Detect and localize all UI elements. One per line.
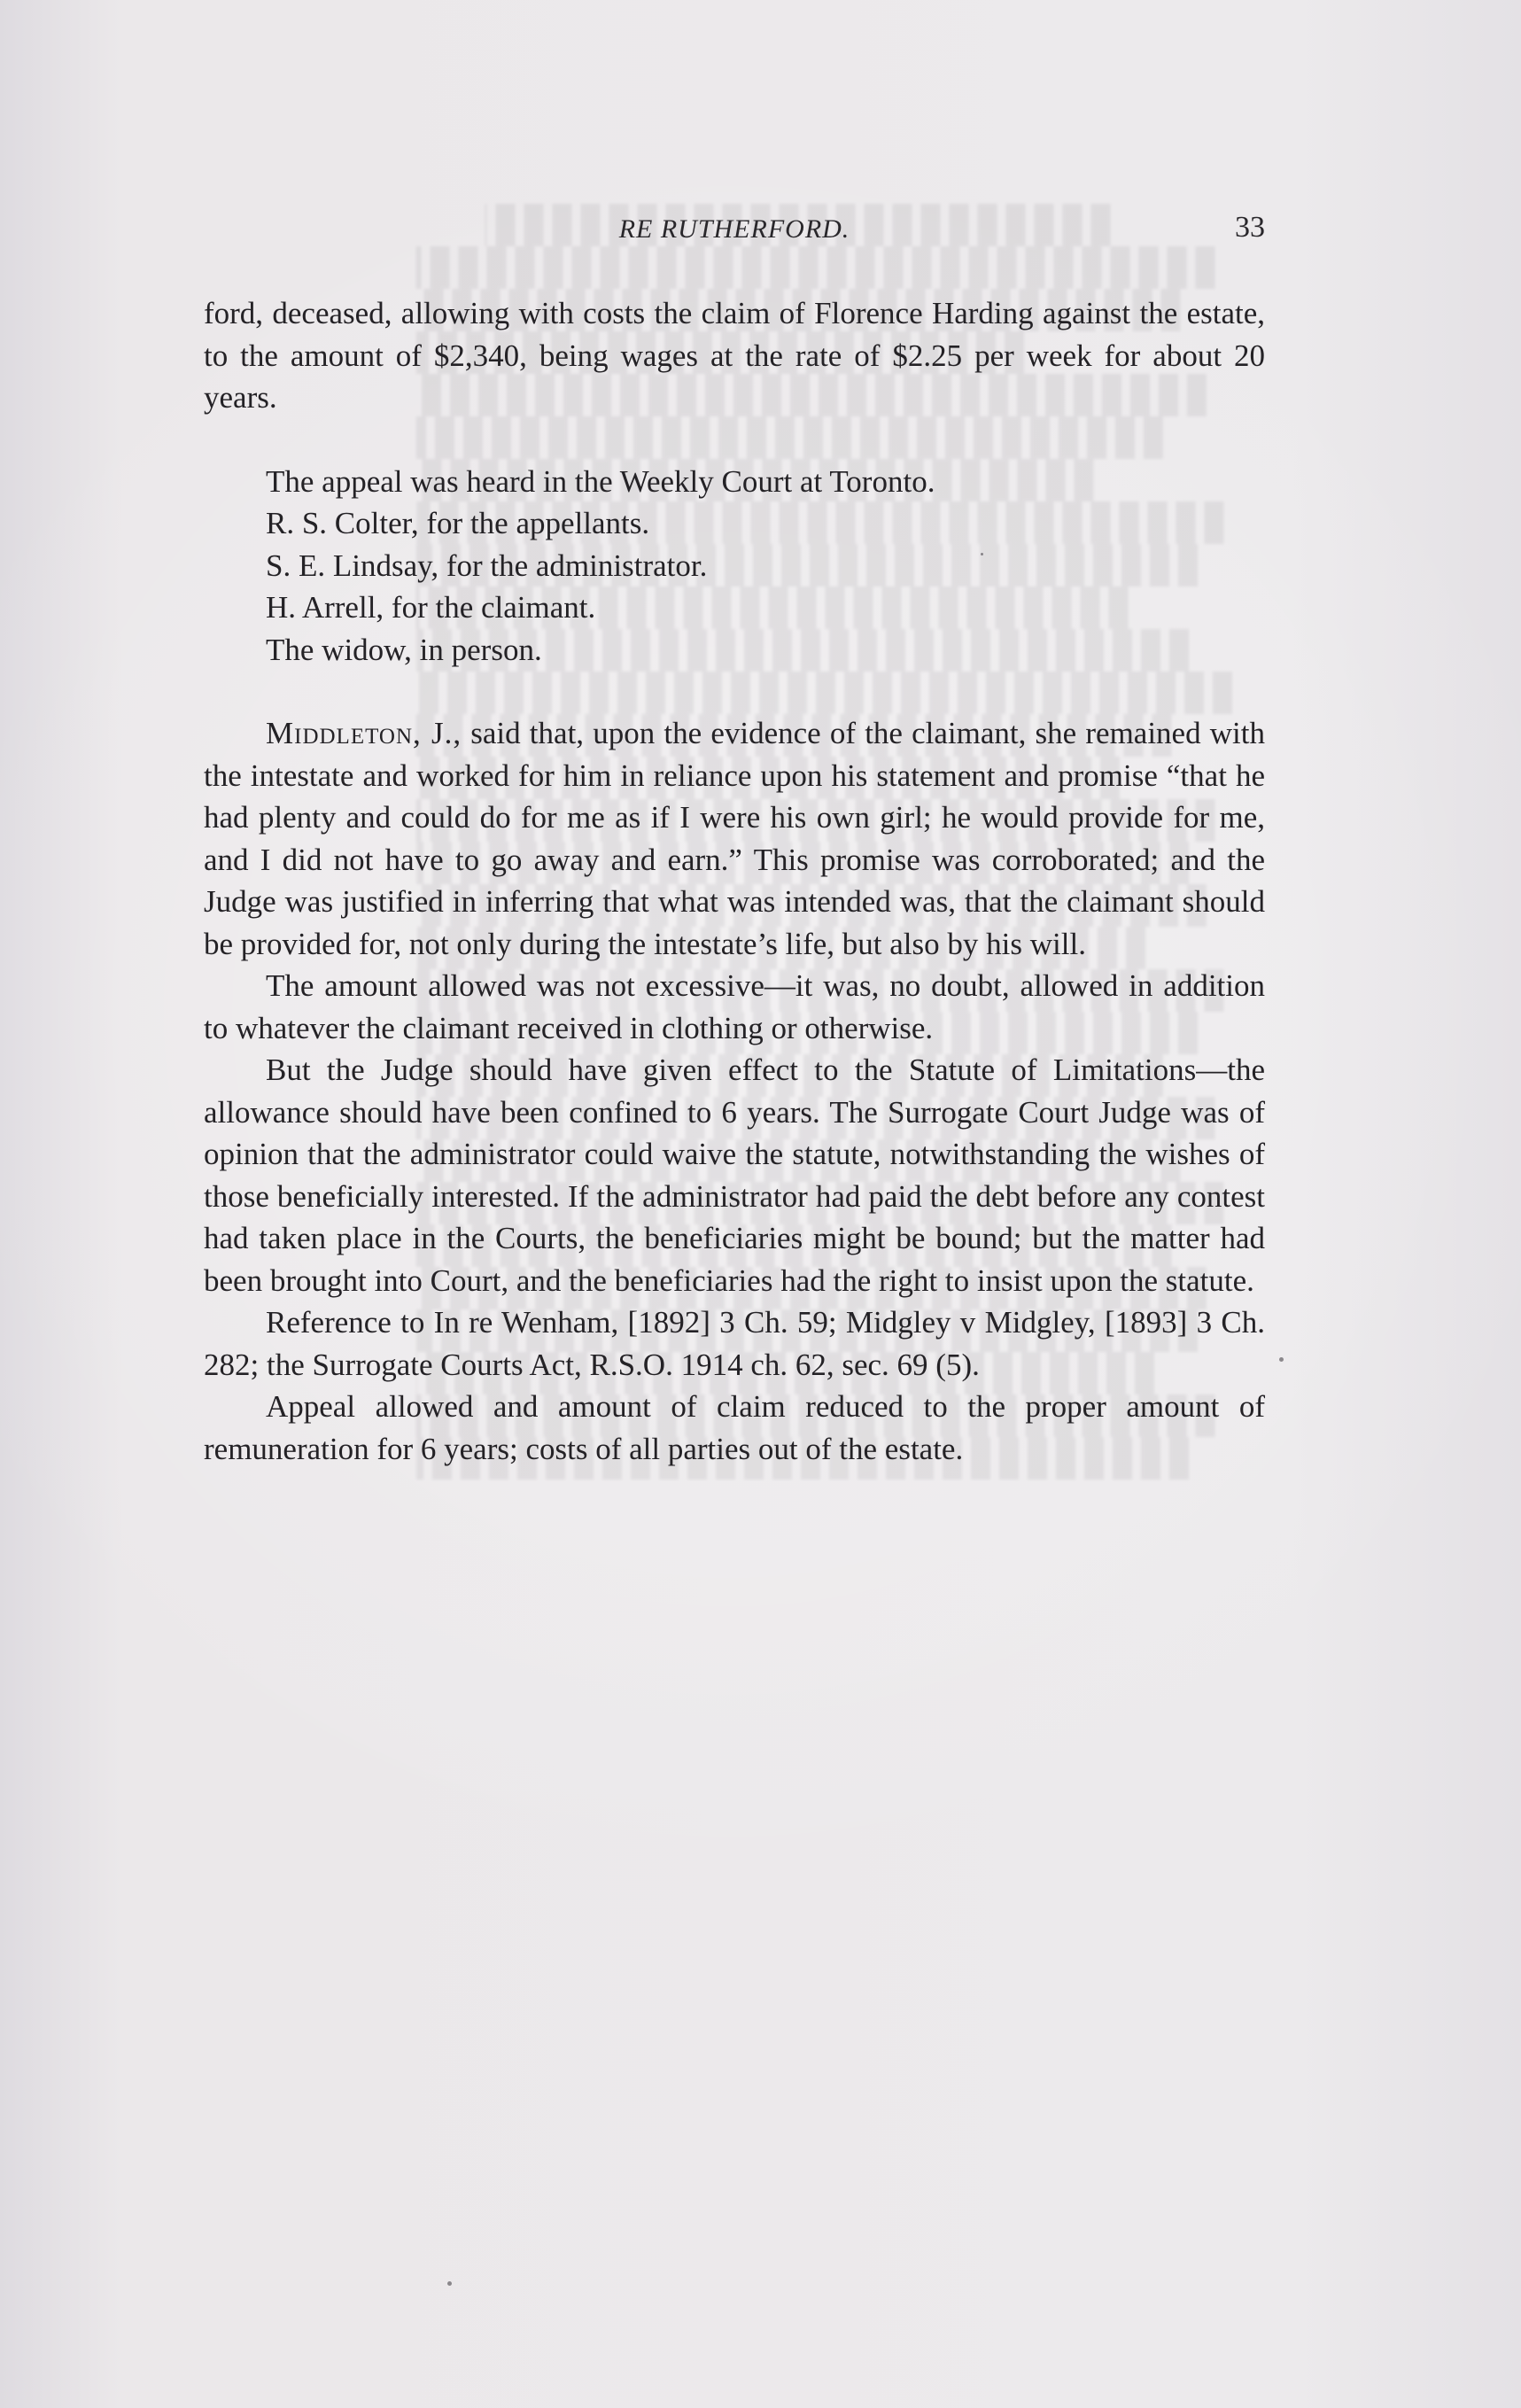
judgment-text: said that, upon the evidence of the claimant, she remained with the intestate and worked for him in reliance upon his statement and promise “that he had plenty and could do for me as if I were his own girl; he would provide for me, and I did not have to go away and earn.” This promise was corroborated; and the Judge was justified in inferring that what was intended was, that the claimant should be provided for, not only during the intestate’s life, but also by his will. bbox=[204, 716, 1265, 961]
page-number: 33 bbox=[1235, 211, 1265, 244]
paragraph-gap bbox=[204, 671, 1265, 712]
ink-speck bbox=[447, 2281, 452, 2286]
statute-paragraph: But the Judge should have given effect to the Statute of Limitations—the allowance should have been confined to 6 years. The Surrogate Court Judge was of opinion that the administrator could waive the statute, notwithstanding the wishes of those beneficially interested. If the administrator had paid the debt before any contest had taken place in the Courts, the beneficiaries might be bound; but the matter had been brought into Court, and the beneficiaries had the right to insist upon the statute. bbox=[204, 1053, 1265, 1298]
conclusion-paragraph: Appeal allowed and amount of claim reduced to the proper amount of remuneration for 6 years; costs of all parties out of the estate. bbox=[204, 1389, 1265, 1466]
ink-speck bbox=[981, 553, 983, 555]
ink-speck bbox=[1279, 1357, 1284, 1362]
appeal-heard-line: The appeal was heard in the Weekly Court at Toronto. bbox=[266, 463, 935, 499]
counsel-appellants: R. S. Colter, for the appellants. bbox=[266, 506, 650, 540]
judgment-paragraph bbox=[204, 712, 1265, 965]
paragraph-gap bbox=[204, 419, 1265, 461]
page-header bbox=[204, 211, 1265, 252]
judge-name: Middleton, J., bbox=[266, 716, 462, 750]
counsel-claimant: H. Arrell, for the claimant. bbox=[266, 590, 596, 625]
opening-paragraph: ford, deceased, allowing with costs the claim of Florence Harding against the estate, to the amount of $2,340, being wages at the rate of $2.25 per week for about 20 years. bbox=[204, 296, 1265, 415]
running-title: RE RUTHERFORD. bbox=[618, 214, 850, 244]
page-body bbox=[204, 292, 1265, 1470]
counsel-administrator: S. E. Lindsay, for the administrator. bbox=[266, 548, 708, 583]
reference-paragraph: Reference to In re Wenham, [1892] 3 Ch. 59; Midgley v Midgley, [1893] 3 Ch. 282; the Surrogate Courts Act, R.S.O. 1914 ch. 62, sec. 69 (5). bbox=[204, 1305, 1265, 1382]
widow-line: The widow, in person. bbox=[266, 632, 542, 667]
amount-paragraph: The amount allowed was not excessive—it was, no doubt, allowed in addition to whatever the claimant received in clothing or otherwise. bbox=[204, 968, 1265, 1045]
